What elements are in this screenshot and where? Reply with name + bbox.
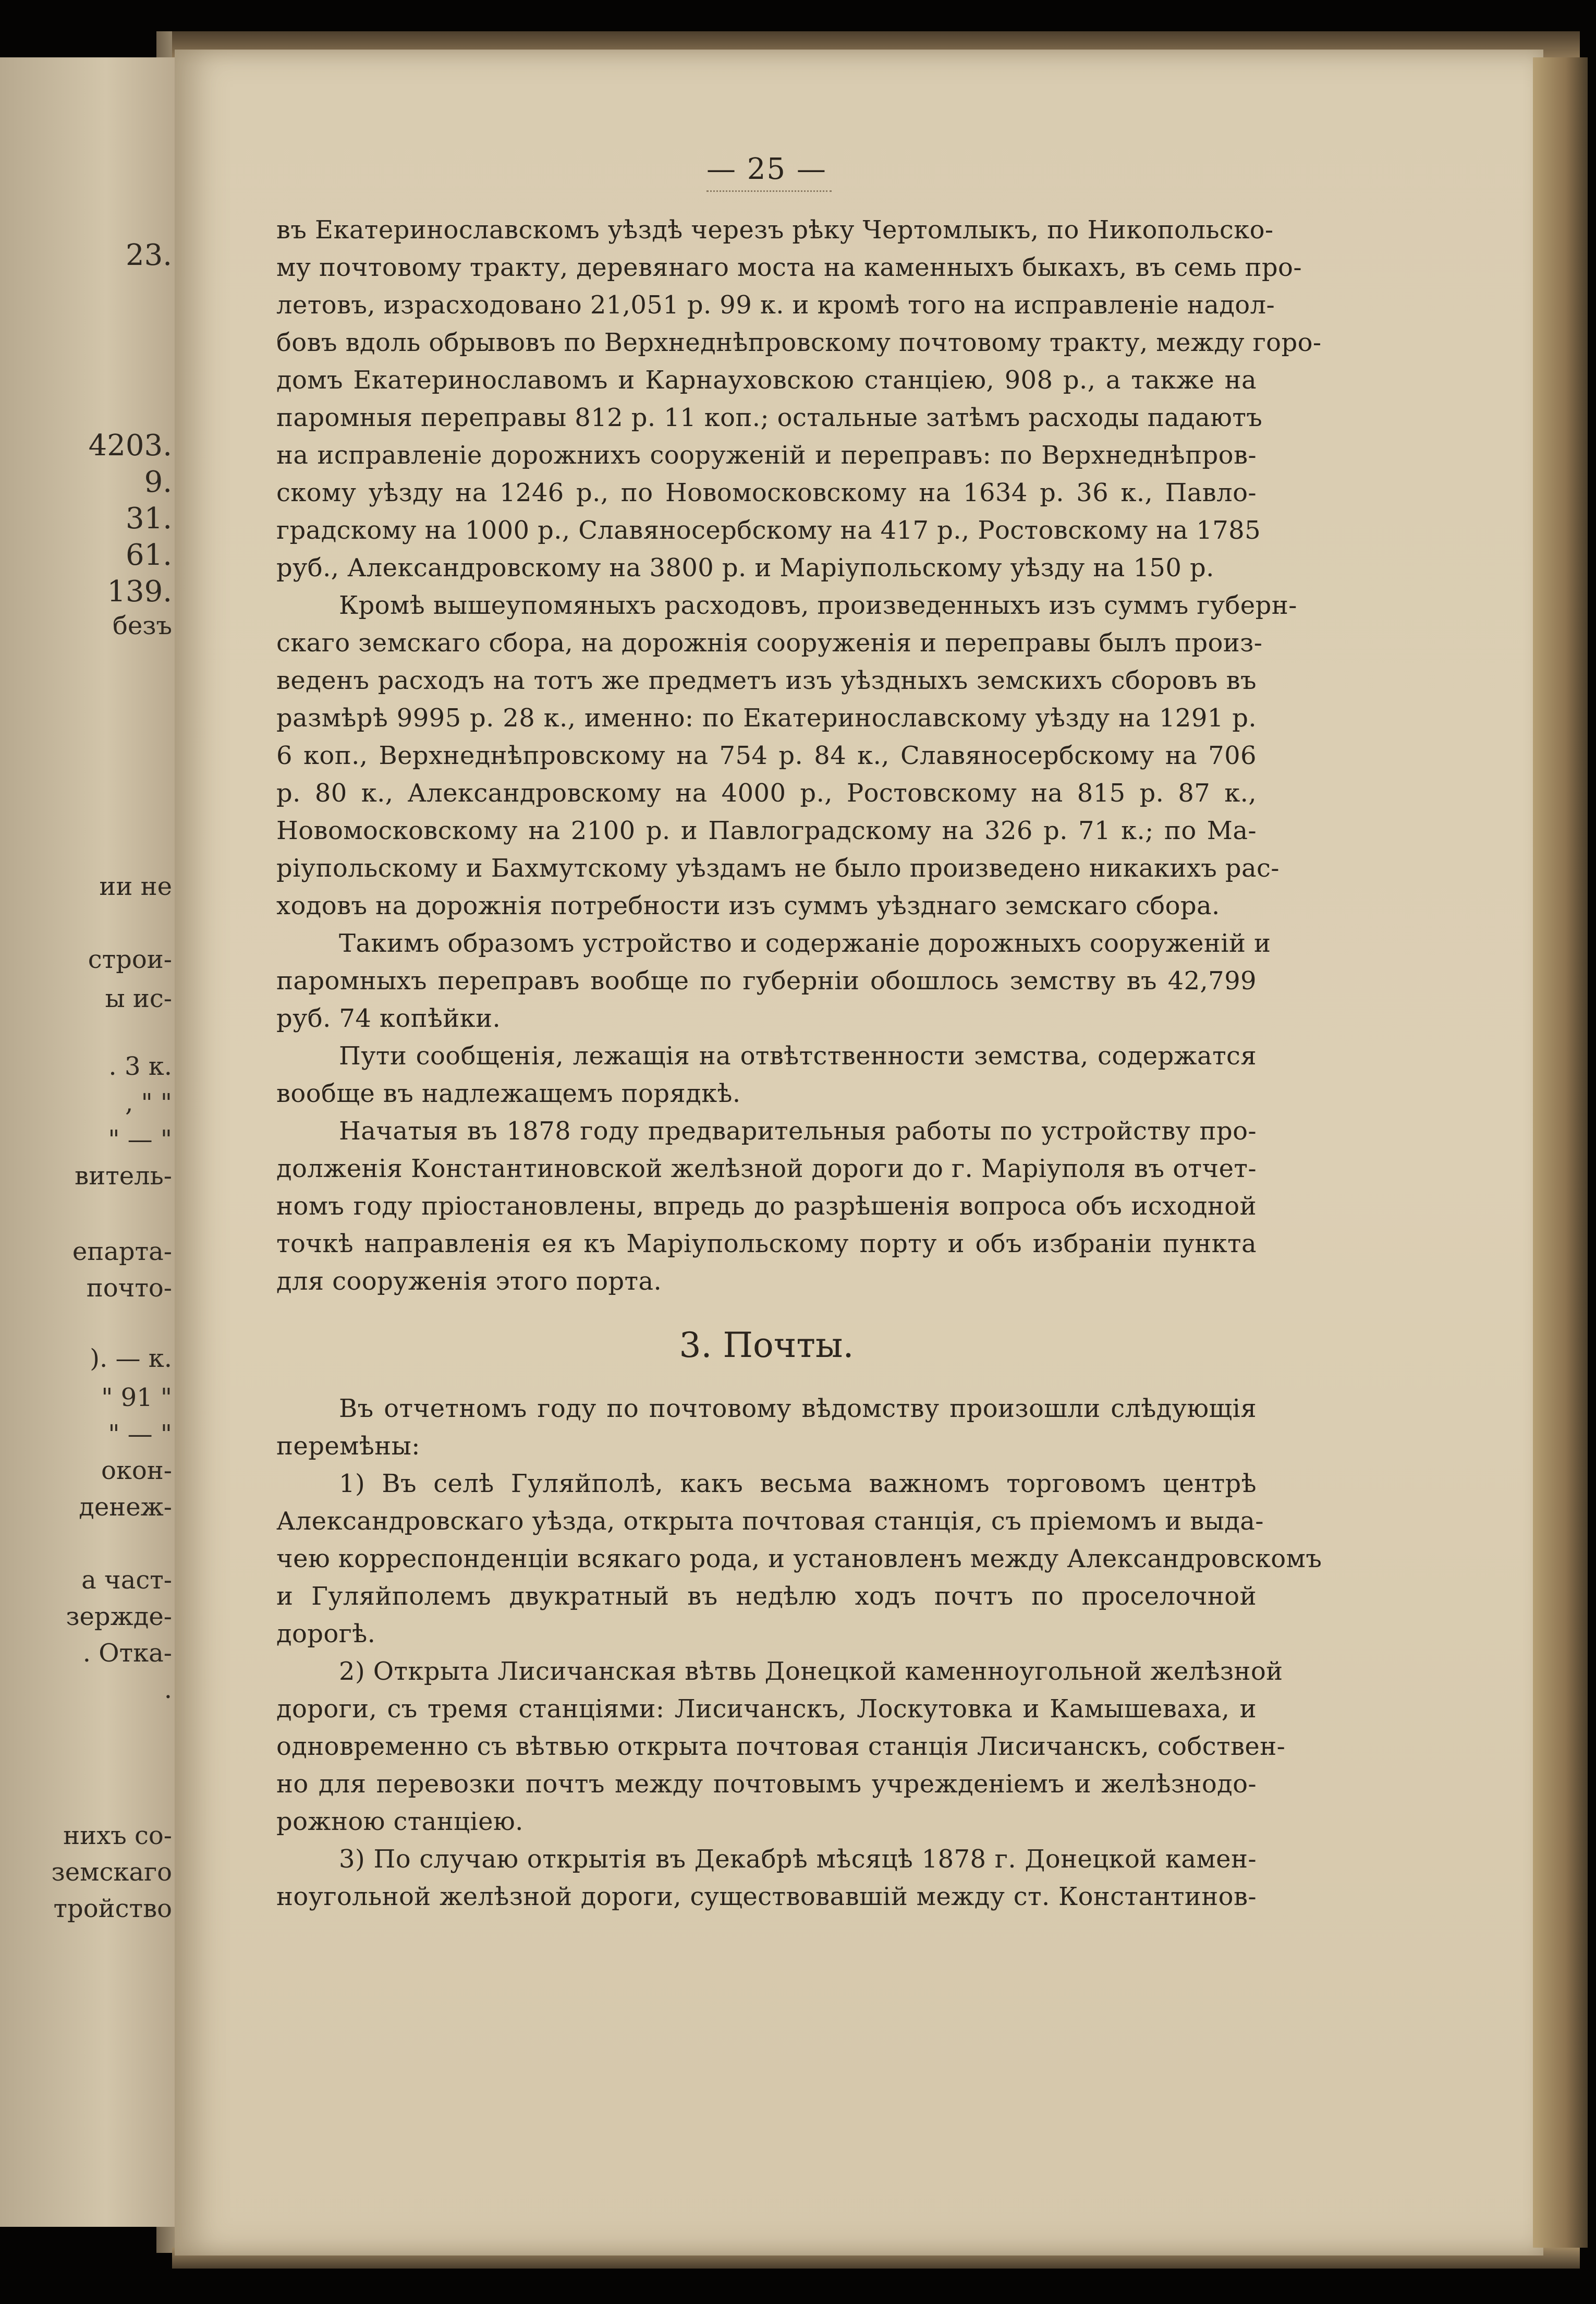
left-page xyxy=(0,57,193,2227)
left-page-line: ы ис- xyxy=(105,984,172,1013)
left-page-line: 139. xyxy=(107,575,172,609)
left-page-line: " — " xyxy=(108,1420,172,1449)
left-page-line: окон- xyxy=(101,1456,172,1485)
text-line: паромныя переправы 812 р. 11 коп.; остальные затѣмъ расходы падаютъ xyxy=(276,403,1263,432)
text-line: номъ году пріостановлены, впредь до разрѣшенія вопроса объ исходной xyxy=(276,1192,1257,1221)
text-line: вообще въ надлежащемъ порядкѣ. xyxy=(276,1079,741,1108)
text-line: веденъ расходъ на тотъ же предметъ изъ уѣздныхъ земскихъ сборовъ въ xyxy=(276,666,1257,695)
text-line: бовъ вдоль обрывовъ по Верхнеднѣпровскому почтовому тракту, между горо- xyxy=(276,328,1322,357)
left-page-line: ии не xyxy=(99,872,172,901)
left-page-line: тройство xyxy=(53,1894,172,1923)
section-title: 3. Почты. xyxy=(679,1325,854,1365)
text-line: Пути сообщенія, лежащія на отвѣтственности земства, содержатся xyxy=(339,1041,1257,1071)
left-page-line: . 3 к. xyxy=(108,1052,172,1081)
text-line: но для перевозки почтъ между почтовымъ учрежденіемъ и желѣзнодо- xyxy=(276,1769,1257,1799)
text-line: дороги, съ тремя станціями: Лисичанскъ, Лоскутовка и Камышеваха, и xyxy=(276,1694,1257,1724)
text-line: дорогѣ. xyxy=(276,1619,376,1648)
text-line: летовъ, израсходовано 21,051 р. 99 к. и кромѣ того на исправленіе надол- xyxy=(276,290,1275,320)
left-page-line: " 91 " xyxy=(101,1383,172,1412)
text-line: перемѣны: xyxy=(276,1432,420,1461)
text-line: одновременно съ вѣтвью открыта почтовая станція Лисичанскъ, собствен- xyxy=(276,1732,1286,1761)
left-page-line: , " " xyxy=(125,1088,172,1118)
text-line: въ Екатеринославскомъ уѣздѣ черезъ рѣку Чертомлыкъ, по Никопольско- xyxy=(276,215,1274,245)
left-page-line: зержде- xyxy=(66,1602,172,1631)
left-page-line: 23. xyxy=(125,238,172,272)
left-page-line: . xyxy=(164,1675,172,1704)
text-line: ноугольной желѣзной дороги, существовавшій между ст. Константинов- xyxy=(276,1882,1257,1911)
text-line: рожною станціею. xyxy=(276,1807,523,1836)
text-line: Начатыя въ 1878 году предварительныя работы по устройству про- xyxy=(339,1117,1257,1146)
text-line: му почтовому тракту, деревянаго моста на каменныхъ быкахъ, въ семь про- xyxy=(276,253,1302,282)
left-page-line: 31. xyxy=(125,502,172,536)
text-line: чею корреспонденціи всякаго рода, и установленъ между Александровскомъ xyxy=(276,1544,1322,1573)
text-line: Въ отчетномъ году по почтовому вѣдомству произошли слѣдующія xyxy=(339,1394,1257,1423)
left-page-line: 9. xyxy=(144,465,172,499)
text-line: Новомосковскому на 2100 р. и Павлоградскому на 326 р. 71 к.; по Ма- xyxy=(276,816,1257,845)
text-line: 6 коп., Верхнеднѣпровскому на 754 р. 84 к., Славяносербскому на 706 xyxy=(276,741,1257,770)
text-line: домъ Екатеринославомъ и Карнауховскою станціею, 908 р., а также на xyxy=(276,366,1257,395)
text-line: паромныхъ переправъ вообще по губерніи обошлось земству въ 42,799 xyxy=(276,966,1257,996)
left-page-line: ). — к. xyxy=(90,1344,172,1373)
page-number: — 25 — xyxy=(706,152,827,186)
body-text-bottom xyxy=(276,1390,1322,1915)
page-right-edge xyxy=(1533,57,1588,2248)
left-page-line: почто- xyxy=(86,1274,172,1303)
text-line: для сооруженія этого порта. xyxy=(276,1267,662,1296)
text-line: и Гуляйполемъ двукратный въ недѣлю ходъ почтъ по проселочной xyxy=(276,1582,1257,1611)
left-page-line: строи- xyxy=(88,945,172,974)
page-number-underline xyxy=(706,190,832,192)
text-line: размѣрѣ 9995 р. 28 к., именно: по Екатеринославскому уѣзду на 1291 р. xyxy=(276,704,1257,733)
text-line: Такимъ образомъ устройство и содержаніе дорожныхъ сооруженій и xyxy=(339,929,1271,958)
left-page-line: епарта- xyxy=(72,1237,172,1266)
text-line: руб., Александровскому на 3800 р. и Маріупольскому уѣзду на 150 р. xyxy=(276,553,1214,583)
text-line: градскому на 1000 р., Славяносербскому на 417 р., Ростовскому на 1785 xyxy=(276,516,1261,545)
left-page-line: нихъ со- xyxy=(63,1821,172,1850)
text-line: Кромѣ вышеупомяныхъ расходовъ, произведенныхъ изъ суммъ губерн- xyxy=(339,591,1297,620)
left-page-line: витель- xyxy=(75,1161,172,1191)
text-line: ходовъ на дорожнія потребности изъ суммъ уѣзднаго земскаго сбора. xyxy=(276,891,1220,920)
text-line: скому уѣзду на 1246 р., по Новомосковскому на 1634 р. 36 к., Павло- xyxy=(276,478,1257,507)
body-text-top xyxy=(276,211,1322,1300)
text-line: ріупольскому и Бахмутскому уѣздамъ не было произведено никакихъ рас- xyxy=(276,854,1280,883)
text-line: руб. 74 копѣйки. xyxy=(276,1004,501,1033)
left-page-line: " — " xyxy=(108,1125,172,1154)
left-page-line: безъ xyxy=(112,611,172,640)
text-line: Александровскаго уѣзда, открыта почтовая станція, съ пріемомъ и выда- xyxy=(276,1507,1264,1536)
left-page-line: земскаго xyxy=(51,1858,172,1887)
left-page-line: а част- xyxy=(81,1566,172,1595)
left-page-line: денеж- xyxy=(79,1493,172,1522)
text-line: точкѣ направленія ея къ Маріупольскому порту и объ избраніи пункта xyxy=(276,1229,1257,1258)
left-page-line: 61. xyxy=(125,538,172,572)
text-line: 1) Въ селѣ Гуляйполѣ, какъ весьма важномъ торговомъ центрѣ xyxy=(339,1469,1257,1498)
left-page-line: 4203. xyxy=(88,429,172,463)
text-line: на исправленіе дорожнихъ сооруженій и переправъ: по Верхнеднѣпров- xyxy=(276,441,1257,470)
text-line: долженія Константиновской желѣзной дороги до г. Маріуполя въ отчет- xyxy=(276,1154,1257,1183)
text-line: 2) Открыта Лисичанская вѣтвь Донецкой каменноугольной желѣзной xyxy=(339,1657,1283,1686)
text-line: р. 80 к., Александровскому на 4000 р., Ростовскому на 815 р. 87 к., xyxy=(276,779,1257,808)
left-page-line: . Отка- xyxy=(82,1639,172,1668)
text-line: 3) По случаю открытія въ Декабрѣ мѣсяцѣ 1878 г. Донецкой камен- xyxy=(339,1845,1257,1874)
text-line: скаго земскаго сбора, на дорожнія сооруженія и переправы былъ произ- xyxy=(276,628,1263,658)
